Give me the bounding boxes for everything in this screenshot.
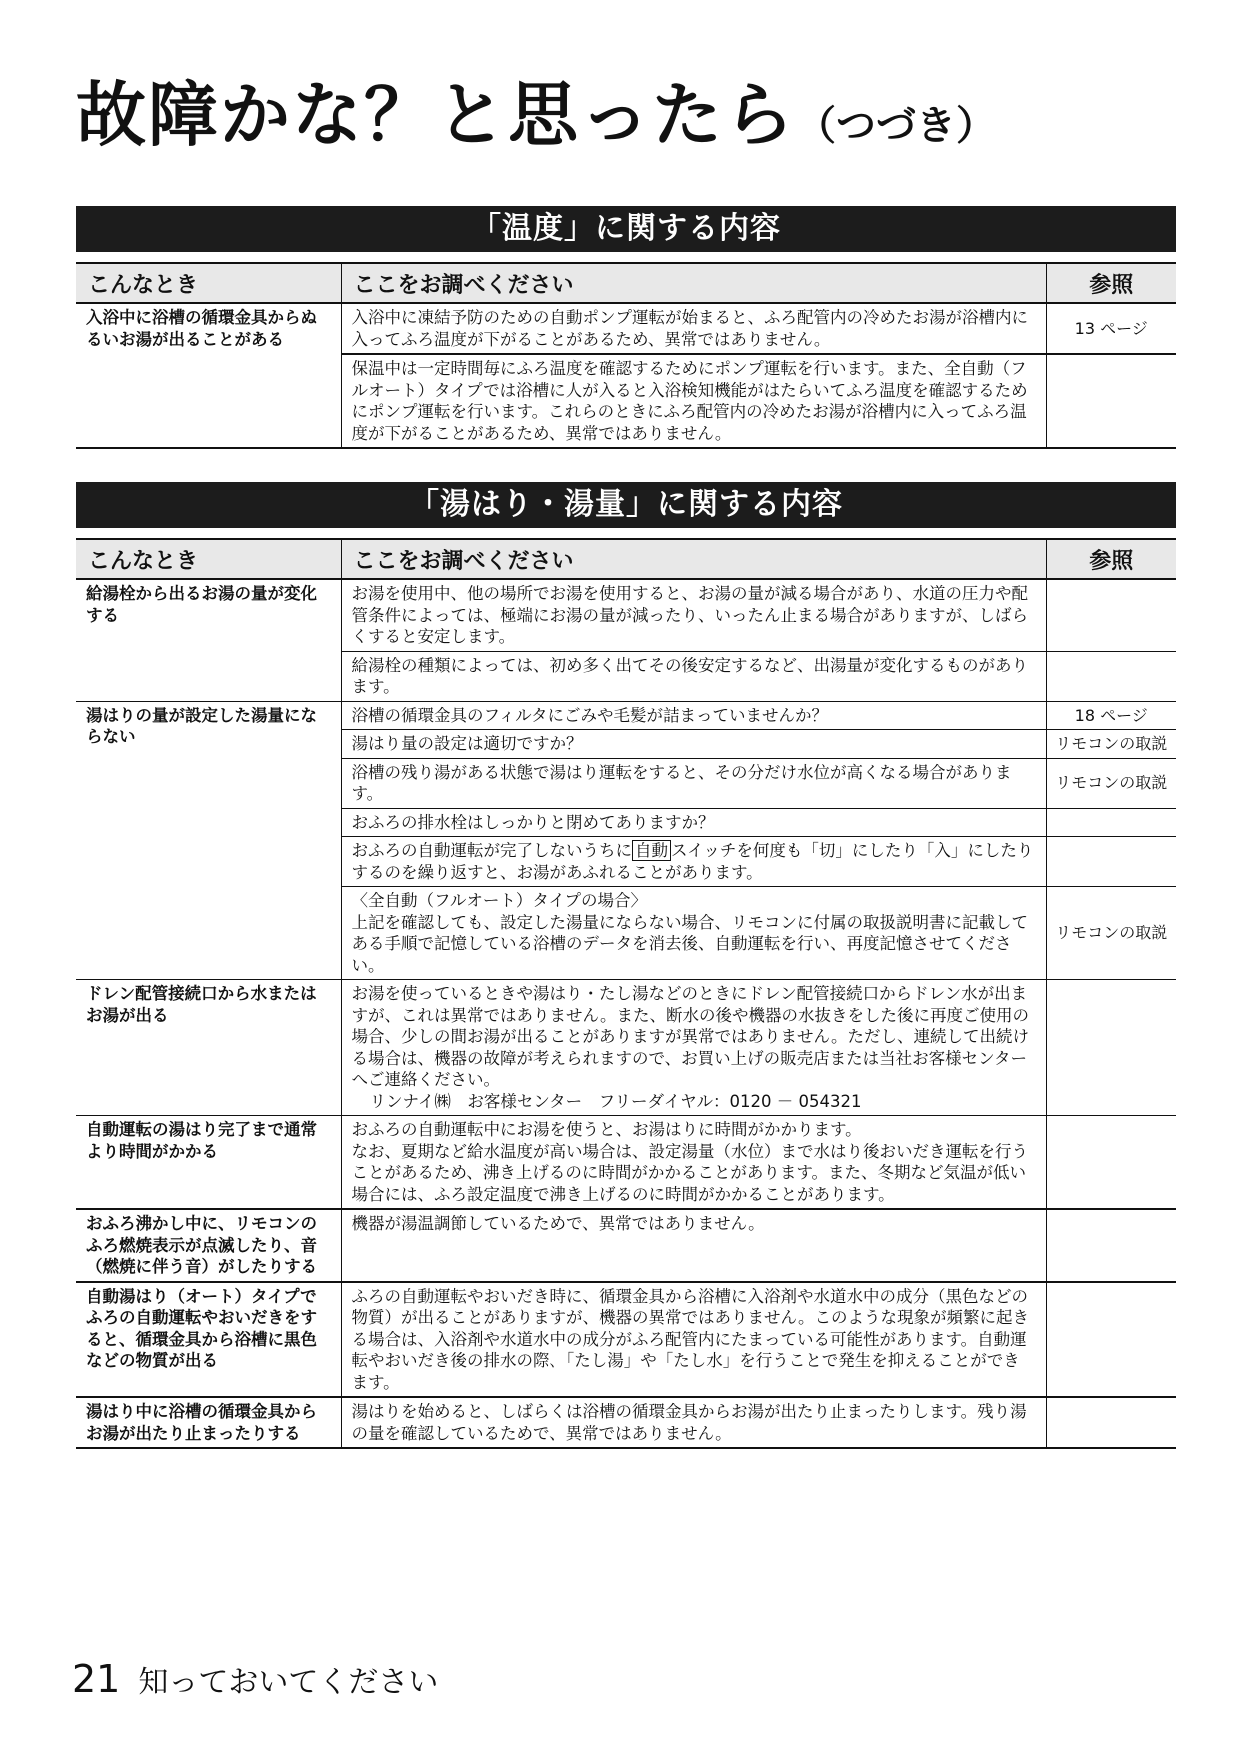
footer-text: 知っておいてください [138,1665,439,1700]
column-header-reference: 参照 [1046,539,1176,579]
condition-cell: 湯はり中に浴槽の循環金具からお湯が出たり止まったりする [76,1397,341,1448]
reference-cell: リモコンの取説 [1046,758,1176,808]
column-header-check: ここをお調べください [341,539,1046,579]
check-text-lead: おふろの自動運転中にお湯を使うと、お湯はりに時間がかかります。 [351,1120,862,1139]
check-text-pre: おふろの自動運転が完了しないうちに [351,841,632,860]
check-text: お湯を使っているときや湯はり・たし湯などのときにドレン配管接続口からドレン水が出ますが、これは異常ではありません。また、断水の後や機器の水抜きをした後に再度ご使用の場合、少しの間お湯が出ることがありますが異常ではありません。ただし、連続して出続ける場合は、機器の故障が考えられますので、お買い上げの販売店または当社お客様センターへご連絡ください。 [351,984,1029,1089]
table-row [76,1209,1176,1282]
reference-cell: 13 ページ [1046,303,1176,354]
condition-cell: 自動運転の湯はり完了まで通常より時間がかかる [76,1116,341,1210]
page-number: 21 [72,1657,121,1701]
table-row [76,303,1176,354]
check-text: スイッチを何度も「切」にしたり「入」にしたりするのを繰り返すと、お湯があふれることがあります。 [351,841,1034,882]
check-cell: 給湯栓の種類によっては、初め多く出てその後安定するなど、出湯量が変化するものがあります。 [341,651,1046,701]
page-title-main: 故障かな？と思ったら [76,74,796,156]
customer-center-contact: リンナイ㈱ お客様センター フリーダイヤル：0120 － 054321 [369,1091,862,1111]
table-row [76,1397,1176,1448]
reference-cell [1046,1116,1176,1210]
column-header-reference: 参照 [1046,263,1176,303]
condition-cell: 湯はりの量が設定した湯量にならない [76,701,341,980]
section-water-filling [76,482,1176,1449]
column-header-check: ここをお調べください [341,263,1046,303]
check-cell: 保温中は一定時間毎にふろ温度を確認するためにポンプ運転を行います。また、全自動（フルオート）タイプでは浴槽に人が入ると入浴検知機能がはたらいてふろ温度を確認するためにポンプ運転を行います。これらのときにふろ配管内の冷めたお湯が浴槽内に入ってふろ温度が下がることがあるため、異常ではありません。 [341,354,1046,448]
check-text: なお、夏期など給水温度が高い場合は、設定湯量（水位）まで水はり後おいだき運転を行うことがあるため、沸き上げるのに時間がかかることがあります。また、冬期など気温が低い場合には、ふろ設定温度で沸き上げるのに時間がかかることがあります。 [351,1141,1028,1204]
condition-cell: 給湯栓から出るお湯の量が変化する [76,579,341,701]
reference-cell [1046,354,1176,448]
reference-cell: リモコンの取説 [1046,887,1176,980]
section-header: 「湯はり・湯量」に関する内容 [76,482,1176,528]
auto-switch-key: 自動 [632,840,671,861]
check-text-lead: 〈全自動（フルオート）タイプの場合〉 [351,891,648,910]
table-row [76,1116,1176,1210]
table-row [76,579,1176,651]
page-title-sub: （つづき） [796,103,996,149]
check-cell: ふろの自動運転やおいだき時に、循環金具から浴槽に入浴剤や水道水中の成分（黒色などの物質）が出ることがありますが、機器の異常ではありません。このような現象が頻繁に起きる場合は、入浴剤や水道水中の成分がふろ配管内にたまっている可能性があります。自動運転やおいだき後の排水の際､「たし湯」や「たし水」を行うことで発生を抑えることができます。 [341,1282,1046,1398]
check-cell: 湯はりを始めると、しばらくは浴槽の循環金具からお湯が出たり止まったりします。残り湯の量を確認しているためで、異常ではありません。 [341,1397,1046,1448]
check-cell [341,980,1046,1116]
check-text: 上記を確認しても、設定した湯量にならない場合、リモコンに付属の取扱説明書に記載してある手順で記憶している浴槽のデータを消去後、自動運転を行い、再度記憶させてください。 [351,912,1028,975]
check-cell: 入浴中に凍結予防のための自動ポンプ運転が始まると、ふろ配管内の冷めたお湯が浴槽内に入ってふろ温度が下がることがあるため、異常ではありません。 [341,303,1046,354]
column-header-condition: こんなとき [76,263,341,303]
reference-cell [1046,651,1176,701]
section-header: 「温度」に関する内容 [76,206,1176,252]
reference-cell [1046,1397,1176,1448]
check-cell: 浴槽の残り湯がある状態で湯はり運転をすると、その分だけ水位が高くなる場合があります。 [341,758,1046,808]
check-cell: おふろの排水栓はしっかりと閉めてありますか？ [341,808,1046,837]
table-row [76,1282,1176,1398]
reference-cell [1046,980,1176,1116]
condition-cell: 自動湯はり（オート）タイプでふろの自動運転やおいだきをすると、循環金具から浴槽に黒色などの物質が出る [76,1282,341,1398]
page-title [76,74,996,156]
check-cell: 浴槽の循環金具のフィルタにごみや毛髪が詰まっていませんか？ [341,701,1046,730]
column-header-condition: こんなとき [76,539,341,579]
troubleshooting-table [76,262,1176,449]
table-row [76,701,1176,730]
check-cell: 機器が湯温調節しているためで、異常ではありません。 [341,1209,1046,1282]
condition-cell: おふろ沸かし中に、リモコンのふろ燃焼表示が点滅したり、音（燃焼に伴う音）がしたりする [76,1209,341,1282]
check-cell: 湯はり量の設定は適切ですか？ [341,730,1046,759]
troubleshooting-table [76,538,1176,1449]
reference-cell: リモコンの取説 [1046,730,1176,759]
reference-cell [1046,1282,1176,1398]
reference-cell [1046,579,1176,651]
condition-cell: ドレン配管接続口から水またはお湯が出る [76,980,341,1116]
table-row [76,980,1176,1116]
reference-cell [1046,837,1176,887]
reference-cell: 18 ページ [1046,701,1176,730]
page-footer [72,1657,439,1701]
table-header-row [76,539,1176,579]
check-cell [341,1116,1046,1210]
condition-cell: 入浴中に浴槽の循環金具からぬるいお湯が出ることがある [76,303,341,448]
reference-cell [1046,808,1176,837]
check-cell: お湯を使用中、他の場所でお湯を使用すると、お湯の量が減る場合があり、水道の圧力や配管条件によっては、極端にお湯の量が減ったり、いったん止まる場合がありますが、しばらくすると安定します。 [341,579,1046,651]
check-cell [341,887,1046,980]
section-temperature [76,206,1176,449]
check-cell [341,837,1046,887]
reference-cell [1046,1209,1176,1282]
table-header-row [76,263,1176,303]
